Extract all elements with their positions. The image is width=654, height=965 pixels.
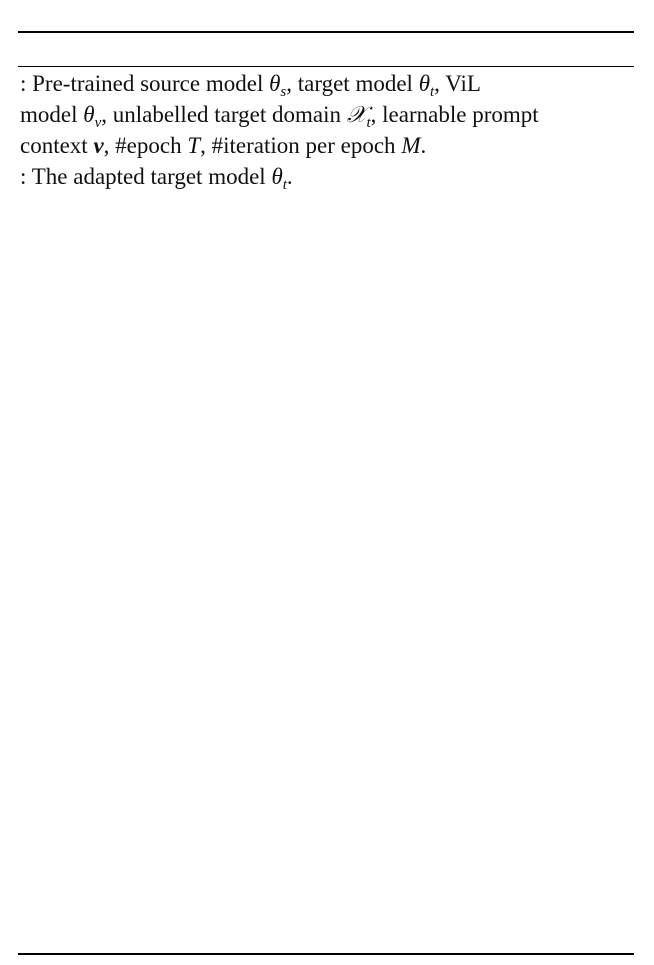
- output-text: : The adapted target model $\theta_t$.: [20, 164, 293, 193]
- input-text-1: : Pre-trained source model $\theta_s$, target model $\theta_t$, ViL: [20, 71, 481, 100]
- input-line-3: [20, 130, 426, 161]
- bottom-rule: [18, 953, 634, 955]
- title-rule: [18, 66, 634, 67]
- output-line: [20, 161, 293, 201]
- top-rule: [18, 31, 634, 33]
- input-text-2: model $\theta_v$, unlabelled target domain 𝒳$_t$, learnable prompt: [20, 102, 539, 131]
- input-text-3: context v, #epoch T, #iteration per epoch M.: [20, 133, 427, 158]
